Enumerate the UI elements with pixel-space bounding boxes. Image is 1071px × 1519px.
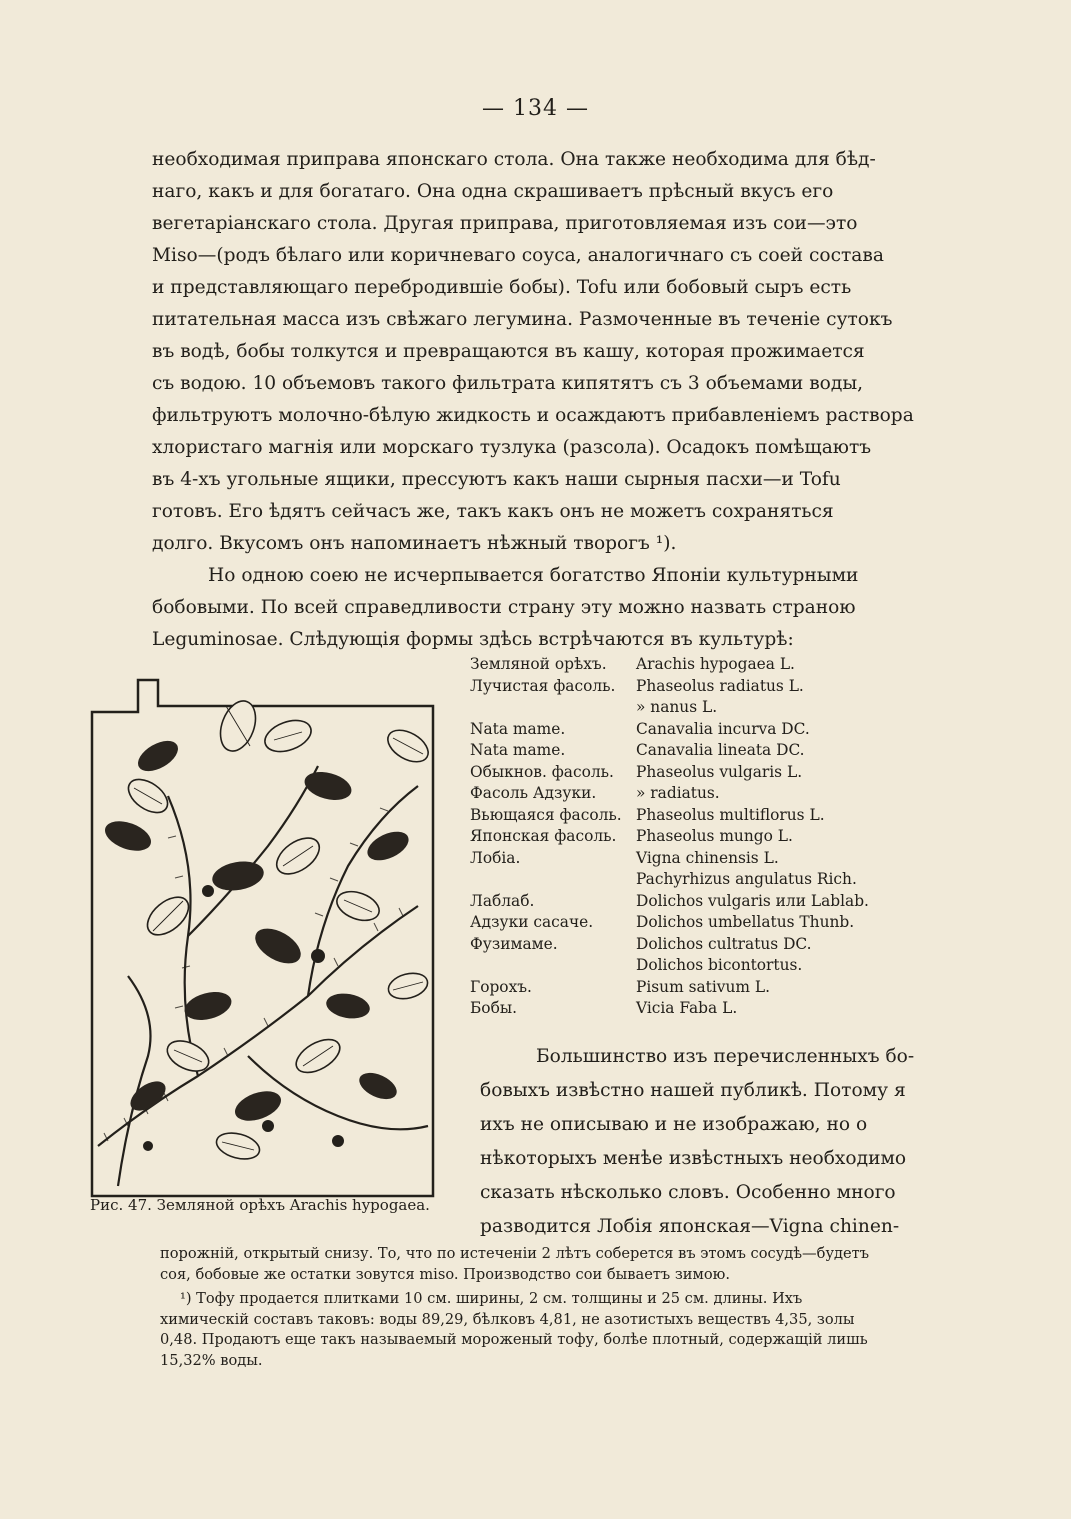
species-row (470, 891, 910, 913)
species-russian-name: Nata mame. (470, 741, 566, 759)
species-row (470, 805, 910, 827)
text-line: фильтруютъ молочно-бѣлую жидкость и осаждаютъ прибавленіемъ раствора (152, 405, 914, 426)
species-russian-name: Фасоль Адзуки. (470, 784, 597, 802)
species-russian-name: Японская фасоль. (470, 827, 617, 845)
footnote-line: ¹) Тофу продается плитками 10 см. ширины, 2 см. толщины и 25 см. длины. Ихъ (180, 1290, 803, 1307)
species-russian-name: Обыкнов. фасоль. (470, 762, 614, 781)
page-number: — 134 — (482, 96, 589, 121)
species-row (470, 654, 910, 676)
species-row (470, 697, 910, 719)
footnote-line: химическій составъ таковъ: воды 89,29, бѣлковъ 4,81, не азотистыхъ веществъ 4,35, золы (160, 1310, 855, 1328)
text-line: наго, какъ и для богатаго. Она одна скрашиваетъ прѣсный вкусъ его (152, 181, 834, 202)
text-line: въ 4-хъ угольные ящики, прессуютъ какъ наши сырныя пасхи—и Tofu (152, 469, 841, 490)
species-latin-name: Pachyrhizus angulatus Rich. (636, 870, 857, 888)
species-row (470, 955, 910, 977)
footnote-line: порожній, открытый снизу. То, что по истеченіи 2 лѣтъ соберется въ этомъ сосудѣ—будетъ (160, 1245, 870, 1262)
species-russian-name: Горохъ. (470, 977, 532, 996)
text-line: бовыхъ извѣстно нашей публикѣ. Потому я (480, 1080, 906, 1101)
species-latin-name: Phaseolus vulgaris L. (636, 762, 803, 781)
text-line: съ водою. 10 объемовъ такого фильтрата кипятятъ съ 3 объемами воды, (152, 373, 864, 394)
species-row (470, 740, 910, 762)
footnote-line: 15,32% воды. (160, 1351, 263, 1369)
species-russian-name: Фузимаме. (470, 934, 558, 953)
species-latin-name: Canavalia incurva DC. (636, 719, 810, 738)
body-paragraph-1 (152, 144, 914, 560)
text-line: разводится Лобія японская—Vigna chinen- (480, 1216, 900, 1237)
species-latin-name: Pisum sativum L. (636, 977, 770, 996)
text-line: Leguminosae. Слѣдующія формы здѣсь встрѣчаются въ культурѣ: (152, 629, 794, 650)
text-line: и представляющаго перебродившіе бобы). Tofu или бобовый сыръ есть (152, 277, 852, 298)
species-row (470, 826, 910, 848)
species-russian-name (470, 869, 636, 891)
species-russian-name: Лобіа. (470, 848, 521, 867)
species-russian-name (470, 955, 636, 977)
species-russian-name: Лаблаб. (470, 891, 535, 910)
species-row (470, 676, 910, 698)
body-paragraph-3 (480, 1040, 915, 1244)
species-row (470, 912, 910, 934)
species-russian-name (470, 697, 636, 719)
species-row (470, 848, 910, 870)
text-line: ихъ не описываю и не изображаю, но о (480, 1114, 868, 1135)
text-line: бобовыми. По всей справедливости страну эту можно назвать страною (152, 597, 856, 618)
species-latin-name: » nanus L. (636, 698, 718, 716)
species-row (470, 719, 910, 741)
text-line: Большинство изъ перечисленныхъ бо- (536, 1046, 915, 1067)
species-row (470, 869, 910, 891)
footnote-line: 0,48. Продаютъ еще такъ называемый мороженый тофу, болѣе плотный, содержащій лишь (160, 1331, 868, 1348)
species-latin-name: Phaseolus mungo L. (636, 827, 793, 845)
text-line: долго. Вкусомъ онъ напоминаетъ нѣжный творогъ ¹). (152, 533, 677, 554)
text-line: хлористаго магнія или морскаго тузлука (разсола). Осадокъ помѣщаютъ (152, 437, 872, 458)
species-latin-name: Dolichos vulgaris или Lablab. (636, 891, 869, 910)
footnotes (160, 1244, 908, 1371)
text-line: нѣкоторыхъ менѣе извѣстныхъ необходимо (480, 1148, 907, 1169)
species-latin-name: Arachis hypogaea L. (636, 655, 795, 673)
peanut-plant-illustration (88, 676, 458, 1206)
species-latin-name: Vicia Faba L. (636, 999, 738, 1017)
species-russian-name: Вьющаяся фасоль. (470, 805, 622, 824)
species-row (470, 998, 910, 1020)
species-latin-name: Dolichos bicontortus. (636, 956, 803, 974)
species-row (470, 934, 910, 956)
species-latin-name: » radiatus. (636, 784, 720, 802)
text-line: необходимая приправа японскаго стола. Она также необходима для бѣд- (152, 149, 876, 170)
text-line: въ водѣ, бобы толкутся и превращаются въ кашу, которая прожимается (152, 341, 865, 362)
species-row (470, 977, 910, 999)
text-line: сказать нѣсколько словъ. Особенно много (480, 1182, 896, 1203)
species-row (470, 783, 910, 805)
species-russian-name: Адзуки сасаче. (470, 913, 594, 931)
species-latin-name: Phaseolus multiflorus L. (636, 805, 825, 824)
species-russian-name: Земляной орѣхъ. (470, 655, 607, 673)
text-line: Miso—(родъ бѣлаго или коричневаго соуса, аналогичнаго съ соей состава (152, 245, 884, 266)
text-line: вегетаріанскаго стола. Другая приправа, приготовляемая изъ сои—это (152, 213, 858, 234)
species-latin-name: Dolichos cultratus DC. (636, 934, 812, 953)
species-latin-name: Dolichos umbellatus Thunb. (636, 913, 855, 931)
figure-peanut-plant (88, 676, 458, 1206)
text-line: питательная масса изъ свѣжаго легумина. Размоченные въ теченіе сутокъ (152, 309, 893, 330)
species-row (470, 762, 910, 784)
species-latin-name: Vigna chinensis L. (636, 848, 779, 867)
species-russian-name: Лучистая фасоль. (470, 676, 616, 695)
figure-caption: Рис. 47. Земляной орѣхъ Arachis hypogaea. (90, 1196, 430, 1214)
species-russian-name: Nata mame. (470, 719, 566, 738)
species-list (470, 654, 910, 1020)
species-latin-name: Phaseolus radiatus L. (636, 676, 804, 695)
text-line: Но одною соею не исчерпывается богатство Японіи культурными (208, 565, 859, 586)
text-line: готовъ. Его ѣдятъ сейчасъ же, такъ какъ онъ не можетъ сохраняться (152, 501, 834, 522)
species-russian-name: Бобы. (470, 999, 517, 1017)
footnote-line: соя, бобовые же остатки зовутся miso. Производство сои бываетъ зимою. (160, 1265, 730, 1283)
body-paragraph-2 (152, 560, 904, 656)
species-latin-name: Canavalia lineata DC. (636, 741, 805, 759)
